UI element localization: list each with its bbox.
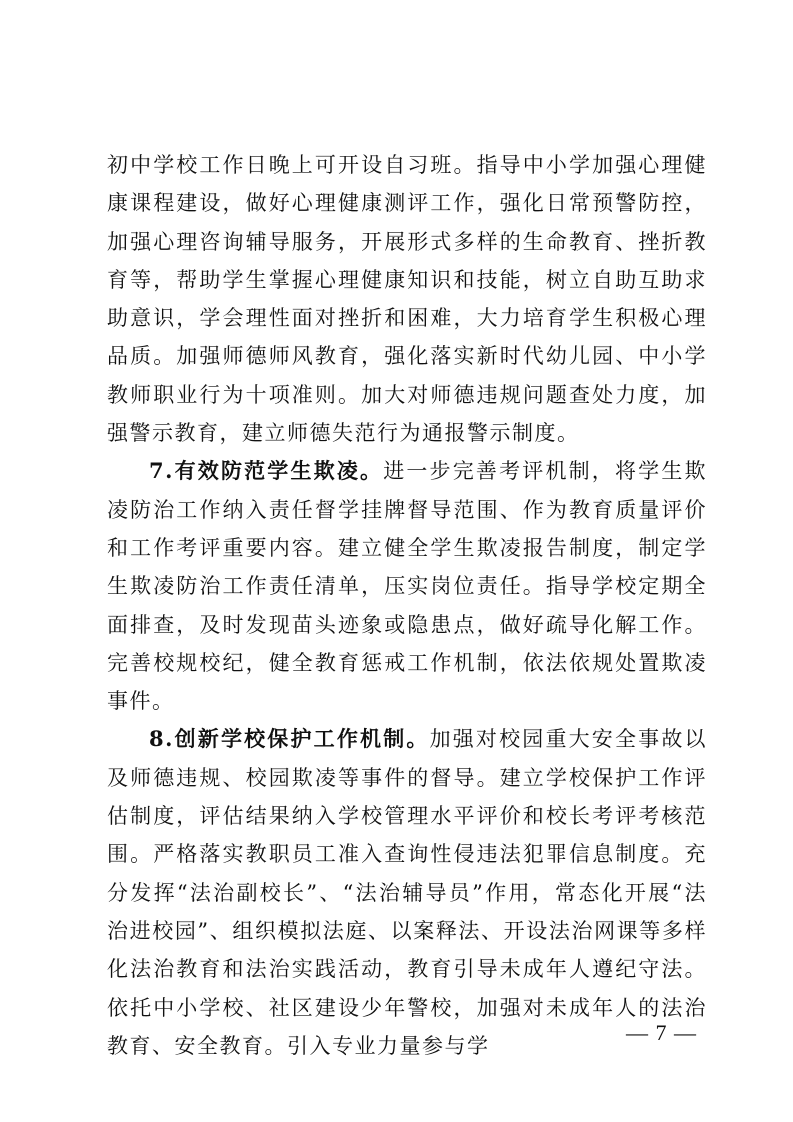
paragraph-heading: 7.有效防范学生欺凌。 (149, 458, 384, 484)
paragraph-item-8 (107, 720, 707, 1065)
paragraph-body: 初中学校工作日晚上可开设自习班。指导中小学加强心理健康课程建设，做好心理健康测评工作，强化日常预警防控，加强心理咨询辅导服务，开展形式多样的生命教育、挫折教育等，帮助学生掌握心理健康知识和技能，树立自助互助求助意识，学会理性面对挫折和困难，大力培育学生积极心理品质。加强师德师风教育，强化落实新时代幼儿园、中小学教师职业行为十项准则。加大对师德违规问题查处力度，加强警示教育，建立师德失范行为通报警示制度。 (107, 153, 707, 446)
paragraph-continuation (107, 146, 707, 452)
body-text (107, 146, 707, 1065)
paragraph-heading: 8.创新学校保护工作机制。 (149, 726, 430, 752)
paragraph-item-7 (107, 452, 707, 720)
paragraph-body: 加强对校园重大安全事故以及师德违规、校园欺凌等事件的督导。建立学校保护工作评估制度，评估结果纳入学校管理水平评价和校长考评考核范围。严格落实教职员工准入查询性侵违法犯罪信息制度。充分发挥“法治副校长”、“法治辅导员”作用，常态化开展“法治进校园”、组织模拟法庭、以案释法、开设法治网课等多样化法治教育和法治实践活动，教育引导未成年人遵纪守法。依托中小学校、社区建设少年警校，加强对未成年人的法治教育、安全教育。引入专业力量参与学 (107, 727, 708, 1058)
paragraph-body: 进一步完善考评机制，将学生欺凌防治工作纳入责任督学挂牌督导范围、作为教育质量评价和工作考评重要内容。建立健全学生欺凌报告制度，制定学生欺凌防治工作责任清单，压实岗位责任。指导学校定期全面排查，及时发现苗头迹象或隐患点，做好疏导化解工作。完善校规校纪，健全教育惩戒工作机制，依法依规处置欺凌事件。 (107, 459, 707, 714)
page-number: — 7 — (626, 1020, 697, 1045)
